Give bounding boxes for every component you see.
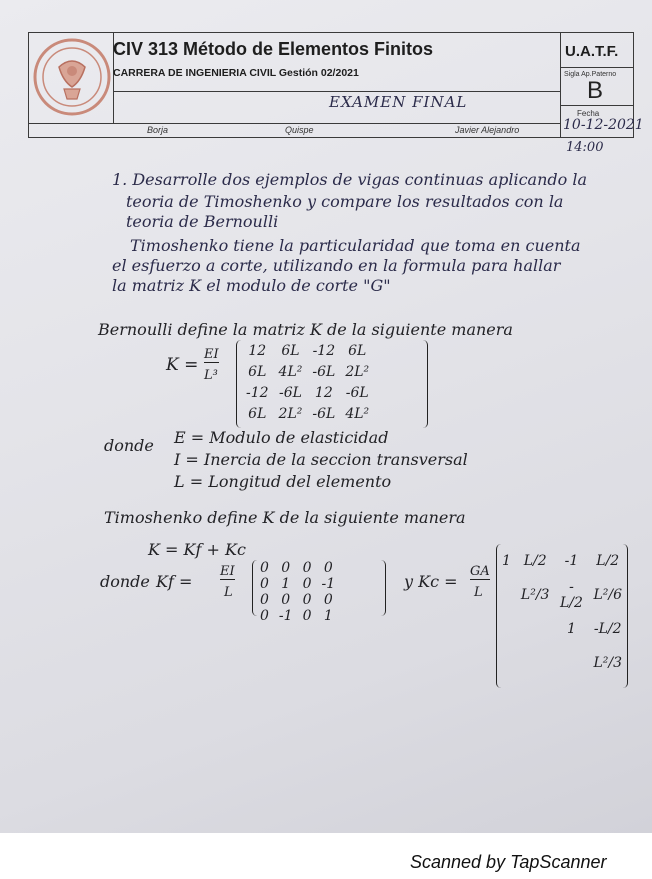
matrix-row — [255, 608, 340, 624]
matrix-cell: 4L² — [345, 405, 370, 422]
matrix-cell: -6L — [312, 405, 336, 422]
matrix-row — [241, 340, 374, 361]
matrix-cell: 0 — [323, 592, 333, 608]
matrix-cell: -12 — [246, 384, 269, 401]
matrix-cell: 0 — [260, 608, 269, 624]
definition-l: L = Longitud del elemento — [174, 472, 392, 491]
matrix-row — [241, 403, 374, 424]
k-sum: K = Kf + Kc — [148, 540, 246, 559]
matrix-row — [497, 612, 627, 646]
matrix-cell: -6L — [278, 384, 302, 401]
timoshenko-note-2: el esfuerzo a corte, utilizando en la formula para hallar — [112, 256, 561, 275]
matrix-cell — [516, 646, 555, 680]
matrix-cell: -6L — [345, 384, 369, 401]
k-symbol: K = — [166, 355, 199, 375]
matrix-cell: L²/6 — [593, 587, 622, 603]
matrix-cell: 0 — [302, 576, 312, 592]
matrix-cell: L/2 — [596, 553, 620, 569]
matrix-cell: L/2 — [523, 553, 547, 569]
matrix-cell: -1 — [321, 576, 336, 592]
matrix-row — [241, 361, 374, 382]
matrix-cell: -6L — [312, 363, 336, 380]
question-line-2: teoria de Timoshenko y compare los resultados con la — [126, 192, 564, 211]
matrix-cell: 6L — [281, 342, 300, 359]
kc-symbol: y Kc = — [404, 572, 458, 591]
career-line: CARRERA DE INGENIERIA CIVIL Gestión 02/2021 — [113, 67, 359, 79]
matrix-row — [241, 382, 374, 403]
matrix-row — [255, 560, 340, 576]
matrix-cell: 0 — [302, 608, 312, 624]
matrix-cell: -1 — [278, 608, 293, 624]
question-line-1: 1. Desarrolle dos ejemplos de vigas continuas aplicando la — [112, 170, 588, 189]
sigla-label: Sigla Ap.Paterno — [564, 71, 617, 78]
timoshenko-note-1: Timoshenko tiene la particularidad que toma en cuenta — [130, 236, 581, 255]
matrix-cell: 0 — [260, 592, 269, 608]
name-given: Javier Alejandro — [455, 125, 520, 135]
scanner-watermark: Scanned by TapScanner — [410, 852, 607, 872]
matrix-cell: 2L² — [345, 363, 370, 380]
matrix-cell: -L/2 — [560, 579, 583, 611]
matrix-cell: -L/2 — [593, 621, 622, 637]
kf-symbol: Kf = — [156, 572, 193, 591]
timoshenko-note-3: la matriz K el modulo de corte "G" — [112, 276, 391, 295]
exam-header — [28, 32, 644, 138]
matrix-cell: 0 — [323, 560, 333, 576]
donde-label-2: donde — [100, 572, 150, 591]
definition-i: I = Inercia de la seccion transversal — [174, 450, 468, 469]
matrix-cell: -1 — [564, 553, 579, 569]
kf-matrix — [252, 560, 386, 624]
matrix-cell: 6L — [248, 405, 267, 422]
matrix-row — [255, 576, 340, 592]
matrix-cell: 6L — [248, 363, 267, 380]
matrix-cell — [497, 578, 516, 612]
kc-matrix — [496, 544, 628, 688]
kf-fraction-num: EI — [220, 564, 235, 579]
matrix-cell: 6L — [348, 342, 367, 359]
sigla-value: B — [587, 77, 604, 104]
matrix-cell: 0 — [260, 576, 269, 592]
bernoulli-matrix — [236, 340, 428, 428]
question-line-3: teoria de Bernoulli — [126, 212, 279, 231]
university-seal-icon — [31, 37, 113, 117]
matrix-cell: 0 — [281, 560, 291, 576]
k-fraction-num: EI — [204, 347, 219, 362]
matrix-cell: 0 — [281, 592, 291, 608]
university-code: U.A.T.F. — [565, 43, 619, 60]
bernoulli-intro: Bernoulli define la matriz K de la siguiente manera — [98, 320, 513, 339]
matrix-cell: -12 — [312, 342, 336, 359]
exam-type: EXAMEN FINAL — [329, 93, 468, 111]
matrix-row — [255, 592, 340, 608]
course-title: CIV 313 Método de Elementos Finitos — [113, 39, 434, 59]
matrix-cell — [554, 646, 588, 680]
definition-e: E = Modulo de elasticidad — [174, 428, 389, 447]
matrix-cell — [497, 612, 516, 646]
matrix-cell: L²/3 — [593, 655, 622, 671]
kf-fraction-den: L — [224, 585, 233, 600]
matrix-cell: 12 — [314, 384, 333, 401]
matrix-row — [497, 544, 627, 578]
matrix-cell — [516, 612, 555, 646]
donde-label-1: donde — [104, 436, 154, 455]
fecha-value: 10-12-2021 — [563, 117, 644, 133]
matrix-cell: 1 — [323, 608, 333, 624]
matrix-cell: 0 — [302, 560, 312, 576]
matrix-cell: 1 — [281, 576, 291, 592]
k-fraction-den: L³ — [204, 368, 218, 383]
matrix-cell: 0 — [302, 592, 312, 608]
name-paternal: Borja — [147, 125, 169, 135]
matrix-cell: 1 — [502, 553, 511, 569]
matrix-cell: 12 — [248, 342, 267, 359]
matrix-cell: 4L² — [278, 363, 303, 380]
exam-time: 14:00 — [566, 140, 604, 155]
kc-fraction-num: GA — [470, 564, 490, 579]
kc-fraction-den: L — [474, 585, 483, 600]
matrix-cell — [497, 646, 516, 680]
timoshenko-intro: Timoshenko define K de la siguiente manera — [104, 508, 466, 527]
matrix-cell: L²/3 — [520, 587, 550, 603]
name-maternal: Quispe — [285, 125, 314, 135]
matrix-row — [497, 646, 627, 680]
matrix-cell: 2L² — [278, 405, 303, 422]
matrix-cell: 0 — [260, 560, 269, 576]
fecha-label: Fecha — [577, 109, 600, 118]
matrix-cell: 1 — [567, 621, 576, 637]
matrix-row — [497, 578, 627, 612]
